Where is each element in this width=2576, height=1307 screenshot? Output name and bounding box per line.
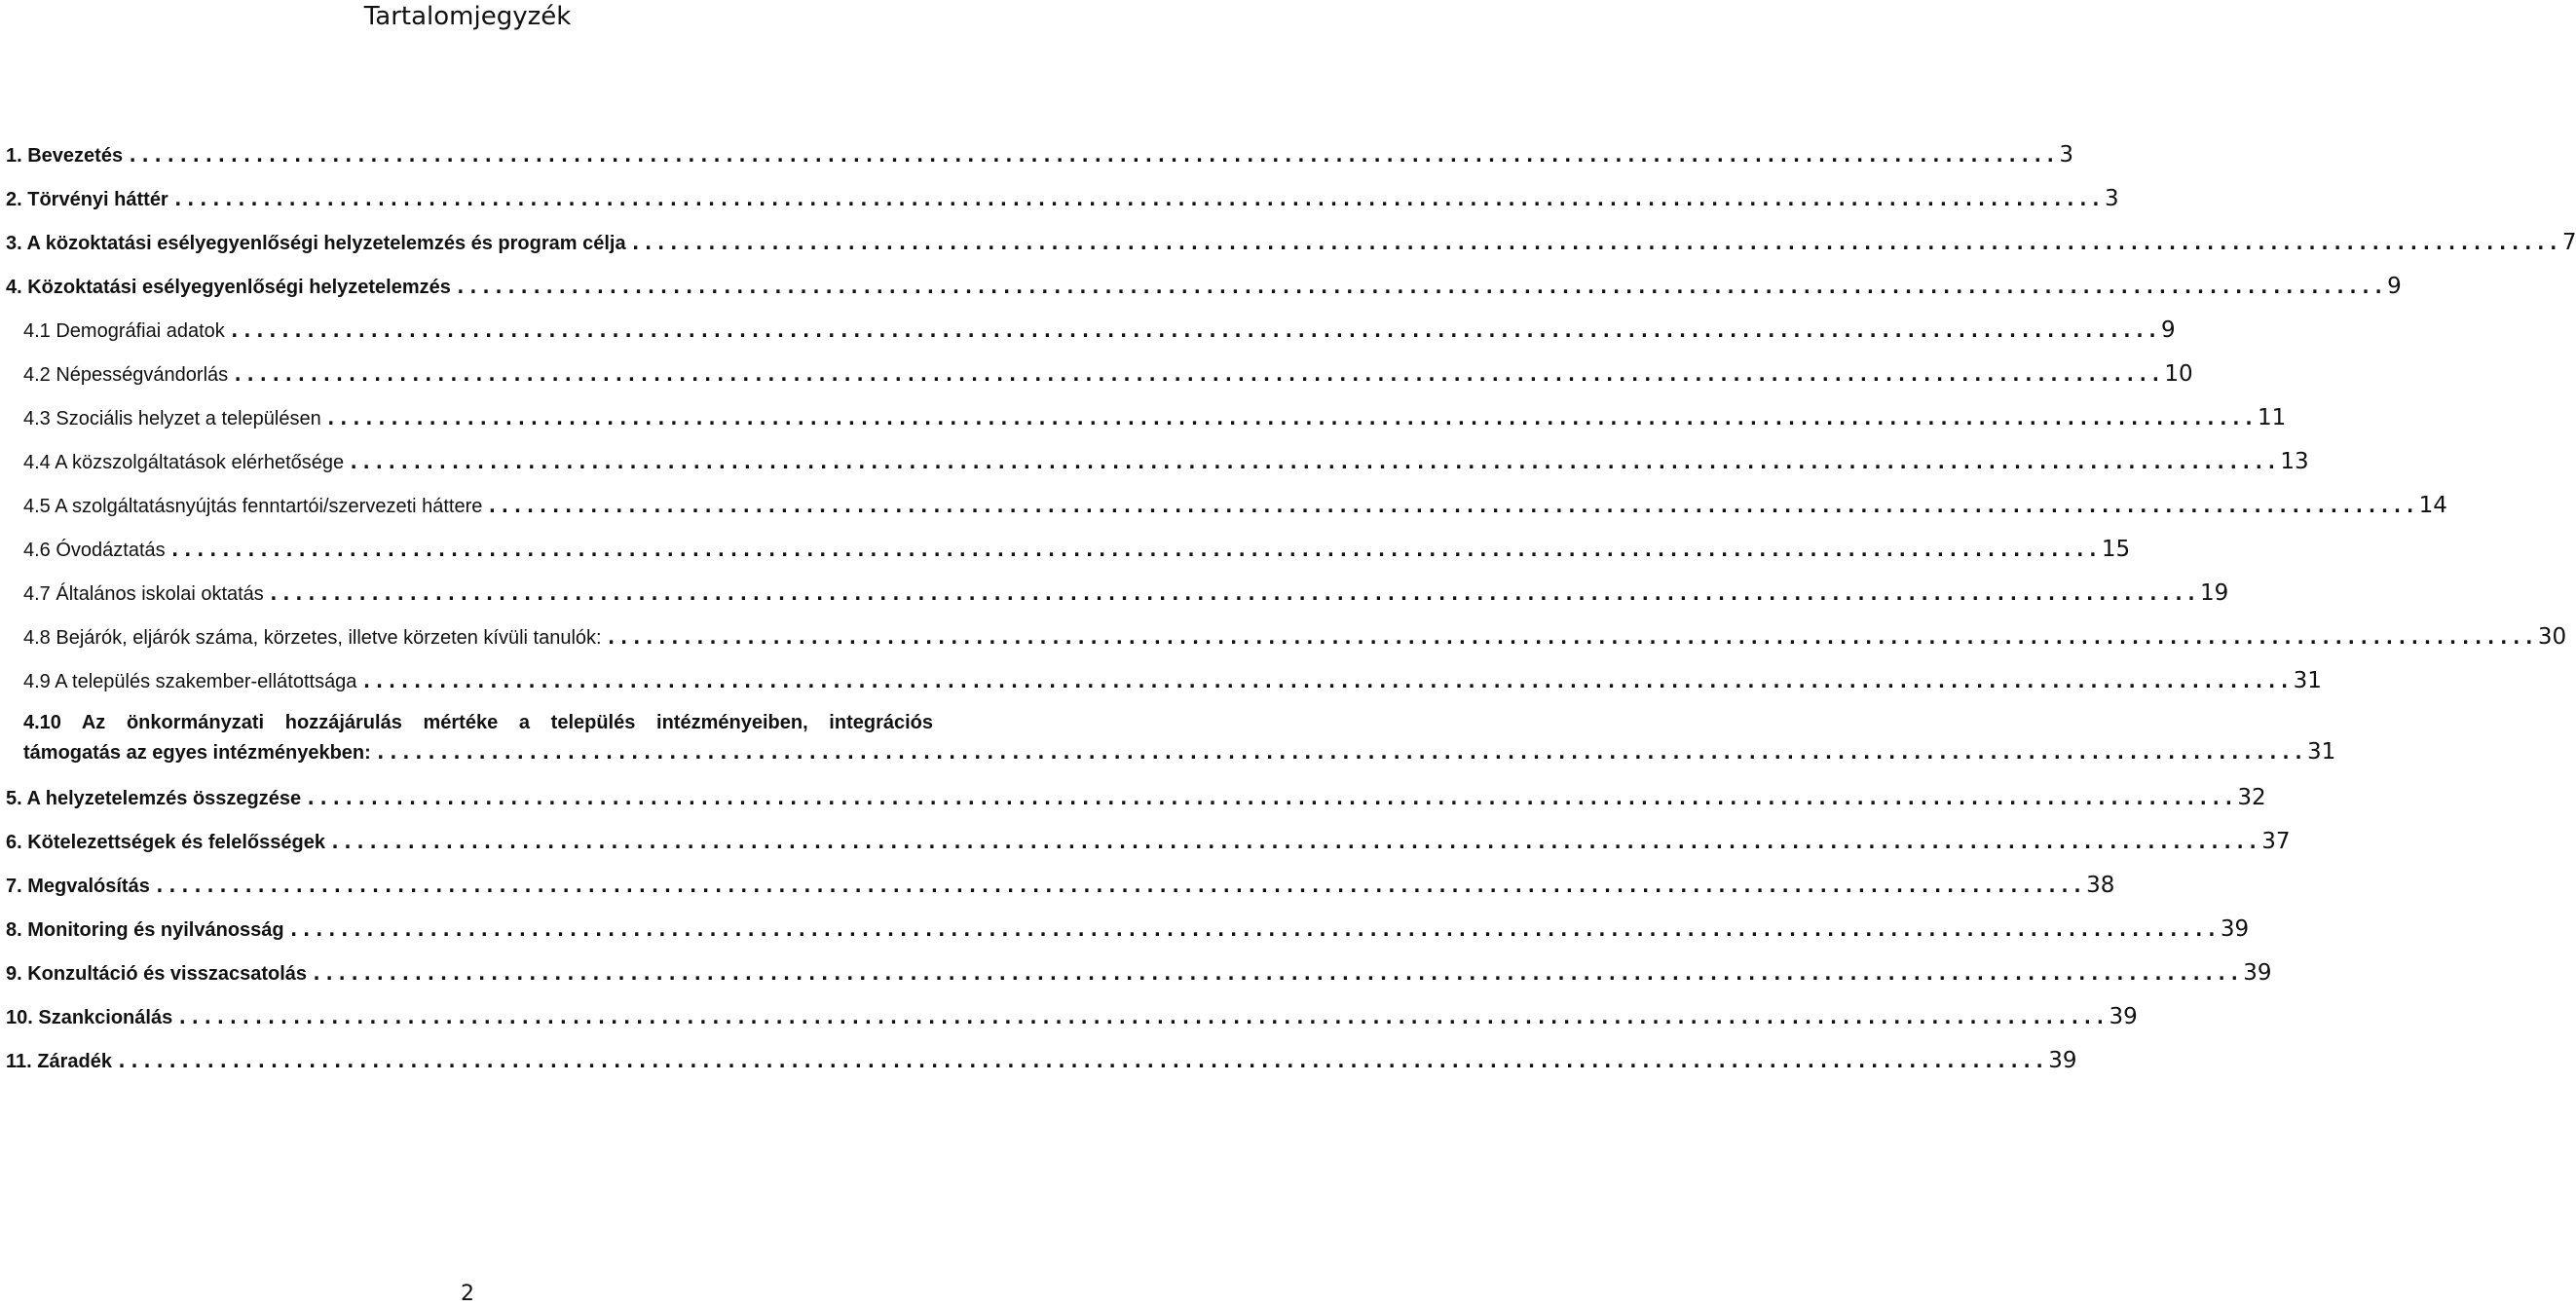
toc-entry-4-4[interactable] (23, 448, 2309, 476)
toc-page-number: 7 (2561, 230, 2576, 255)
toc-entry-label: 4.2 Népességvándorlás (23, 364, 229, 386)
toc-page-number: 9 (2387, 274, 2402, 299)
toc-entry-label: 4.6 Óvodáztatás (23, 540, 166, 561)
toc-entry-label: 4.9 A település szakember-ellátottsága (23, 671, 357, 692)
toc-entry-5[interactable] (6, 784, 2266, 812)
toc-entry-label: támogatás az egyes intézményekben: (23, 742, 371, 764)
toc-entry-6[interactable] (6, 828, 2291, 856)
toc-dot-leader: ........................................................................................................................................................ (127, 143, 2058, 167)
toc-entry-label: 3. A közoktatási esélyegyenlőségi helyzetelemzés és program célja (6, 233, 626, 254)
toc-entry-9[interactable] (6, 959, 2272, 988)
toc-page-number: 38 (2086, 873, 2115, 898)
toc-page-number: 10 (2164, 361, 2193, 387)
toc-entry-11[interactable] (6, 1047, 2077, 1075)
toc-dot-leader: ........................................................................................................................................................ (232, 362, 2163, 386)
toc-page-number: 39 (2109, 1004, 2138, 1029)
toc-dot-leader: ........................................................................................................................................................ (171, 187, 2103, 210)
toc-dot-leader: ........................................................................................................................................................ (168, 538, 2100, 561)
toc-page-number: 15 (2101, 537, 2131, 562)
toc-entry-1[interactable] (6, 141, 2073, 169)
toc-dot-leader: ........................................................................................................................................................ (153, 874, 2085, 897)
toc-page-number: 31 (2293, 668, 2322, 693)
toc-page-number: 32 (2237, 785, 2266, 810)
toc-entry-label: 4.5 A szolgáltatásnyújtás fenntartói/szervezeti háttere (23, 496, 483, 517)
toc-entry-label: 2. Törvényi háttér (6, 189, 168, 210)
toc-dot-leader: ........................................................................................................................................................ (305, 786, 2236, 809)
toc-page-number: 39 (2220, 916, 2250, 942)
toc-entry-label: 4.8 Bejárók, eljárók száma, körzetes, illetve körzeten kívüli tanulók: (23, 627, 602, 649)
toc-entry-label: 4.3 Szociális helyzet a településen (23, 408, 321, 429)
toc-entry-8[interactable] (6, 915, 2250, 944)
page-title: Tartalomjegyzék (363, 2, 572, 31)
toc-page-number: 3 (2104, 186, 2119, 211)
toc-entry-label: 6. Kötelezettségek és felelősségek (6, 832, 325, 853)
toc-dot-leader: ........................................................................................................................................................ (115, 1049, 2047, 1072)
toc-dot-leader: ........................................................................................................................................................ (629, 231, 2560, 254)
toc-entry-7[interactable] (6, 872, 2115, 900)
toc-entry-label: 7. Megvalósítás (6, 876, 150, 897)
toc-dot-leader: ........................................................................................................................................................ (486, 494, 2417, 517)
toc-dot-leader: ........................................................................................................................................................ (287, 917, 2219, 941)
toc-entry-4-10-line1[interactable]: 4.10 Az önkormányzati hozzájárulás mértéke a település intézményeiben, integrációs (23, 712, 933, 733)
toc-entry-label: 9. Konzultáció és visszacsatolás (6, 963, 308, 985)
toc-entry-label: 4. Közoktatási esélyegyenlőségi helyzetelemzés (6, 277, 451, 298)
toc-dot-leader: ........................................................................................................................................................ (360, 669, 2292, 692)
toc-page-number: 14 (2418, 493, 2447, 518)
toc-page-number: 9 (2161, 317, 2176, 343)
toc-entry-4[interactable] (6, 273, 2402, 301)
toc-entry-4-1[interactable] (23, 317, 2176, 345)
toc-dot-leader: ........................................................................................................................................................ (228, 318, 2160, 342)
toc-entry-4-9[interactable] (23, 667, 2322, 695)
toc-dot-leader: ........................................................................................................................................................ (454, 275, 2386, 298)
toc-entry-label: 4.7 Általános iskolai oktatás (23, 583, 264, 605)
toc-entry-2[interactable] (6, 185, 2119, 213)
toc-entry-label: 8. Monitoring és nyilvánosság (6, 919, 284, 941)
toc-entry-4-10[interactable] (23, 738, 2336, 766)
toc-dot-leader: ........................................................................................................................................................ (311, 961, 2242, 985)
toc-dot-leader: ........................................................................................................................................................ (328, 830, 2260, 853)
toc-page-number: 39 (2243, 960, 2272, 986)
toc-entry-label: 10. Szankcionálás (6, 1007, 173, 1028)
toc-entry-4-3[interactable] (23, 404, 2287, 432)
toc-page-number: 39 (2048, 1048, 2077, 1073)
toc-page-number: 11 (2257, 405, 2287, 430)
page-number: 2 (461, 1282, 474, 1306)
toc-entry-label: 1. Bevezetés (6, 145, 124, 167)
toc-entry-4-2[interactable] (23, 360, 2193, 389)
toc-page-number: 30 (2537, 624, 2567, 650)
toc-dot-leader: ........................................................................................................................................................ (176, 1005, 2108, 1028)
toc-entry-4-8[interactable] (23, 623, 2567, 652)
toc-dot-leader: ........................................................................................................................................................ (267, 581, 2199, 605)
toc-entry-label: 4.4 A közszolgáltatások elérhetősége (23, 452, 345, 473)
toc-entry-label: 11. Záradék (6, 1051, 112, 1072)
toc-entry-4-6[interactable] (23, 536, 2131, 564)
toc-entry-4-5[interactable] (23, 492, 2447, 520)
toc-page-number: 19 (2200, 580, 2229, 606)
toc-entry-10[interactable] (6, 1003, 2138, 1031)
toc-entry-label: 5. A helyzetelemzés összegzése (6, 788, 302, 809)
toc-dot-leader: ........................................................................................................................................................ (605, 625, 2536, 649)
toc-page-number: 31 (2307, 739, 2336, 765)
toc-page-number: 13 (2280, 449, 2309, 474)
toc-dot-leader: ........................................................................................................................................................ (324, 406, 2256, 429)
toc-page-number: 37 (2261, 829, 2291, 854)
toc-page-number: 3 (2059, 142, 2073, 168)
toc-entry-3[interactable] (6, 229, 2576, 257)
toc-dot-leader: ........................................................................................................................................................ (374, 740, 2306, 764)
toc-dot-leader: ........................................................................................................................................................ (348, 450, 2279, 473)
toc-entry-4-7[interactable] (23, 579, 2229, 608)
toc-entry-label: 4.1 Demográfiai adatok (23, 320, 225, 342)
